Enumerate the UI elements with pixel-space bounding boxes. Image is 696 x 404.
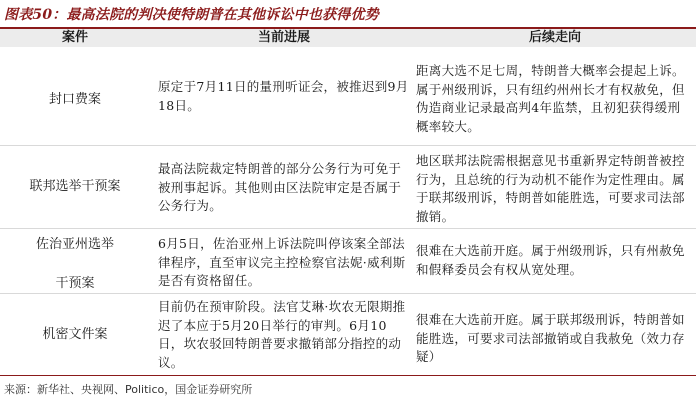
row-3-progress: 6月5日，佐治亚州上诉法院叫停该案全部法律程序，直至审议完主控检察官法妮·威利斯是否有资格留任。 bbox=[158, 236, 406, 288]
row-divider bbox=[0, 228, 696, 229]
row-3-case-line1: 佐治亚州选举 bbox=[35, 237, 114, 252]
row-1-case: 封口费案 bbox=[48, 92, 101, 107]
chart-title: 图表50：最高法院的判决使特朗普在其他诉讼中也获得优势 bbox=[4, 7, 379, 23]
row-2-progress: 最高法院裁定特朗普的部分公务行为可免于被刑事起诉。其他则由区法院审定是否属于公务行为。 bbox=[158, 161, 402, 213]
row-divider bbox=[0, 145, 696, 146]
row-1-outlook: 距离大选不足七周，特朗普大概率会提起上诉。属于州级刑诉，只有纽约州州长才有权赦免，但伪造商业记录最高判4年监禁，且初犯获得缓刑概率较大。 bbox=[416, 63, 685, 134]
row-1-progress: 原定于7月11日的量刑听证会，被推迟到9月18日。 bbox=[158, 79, 409, 113]
header-outlook: 后续走向 bbox=[528, 30, 581, 45]
header-case: 案件 bbox=[61, 30, 88, 45]
row-4-outlook: 很难在大选前开庭。属于联邦级刑诉，特朗普如能胜选，可要求司法部撤销或自我赦免（效力存疑） bbox=[416, 312, 685, 364]
header-progress: 当前进展 bbox=[257, 30, 310, 45]
source-note: 来源：新华社、央视网、Politico，国金证券研究所 bbox=[4, 383, 253, 396]
row-3-case-line2: 干预案 bbox=[55, 276, 95, 291]
row-divider bbox=[0, 293, 696, 294]
table-bottom-rule bbox=[0, 375, 696, 376]
row-4-case: 机密文件案 bbox=[42, 327, 108, 342]
row-4-progress: 目前仍在预审阶段。法官艾琳·坎农无限期推迟了本应于5月20日举行的审判。6月10日，坎农驳回特朗普要求撤销部分指控的动议。 bbox=[158, 299, 406, 370]
row-2-case: 联邦选举干预案 bbox=[29, 179, 121, 194]
row-2-outlook: 地区联邦法院需根据意见书重新界定特朗普被控行为，且总统的行为动机不能作为定性理由。属于联邦级刑诉，特朗普如能胜选，可要求司法部撤销。 bbox=[416, 153, 685, 224]
row-3-outlook: 很难在大选前开庭。属于州级刑诉，只有州赦免和假释委员会有权从宽处理。 bbox=[416, 243, 685, 277]
